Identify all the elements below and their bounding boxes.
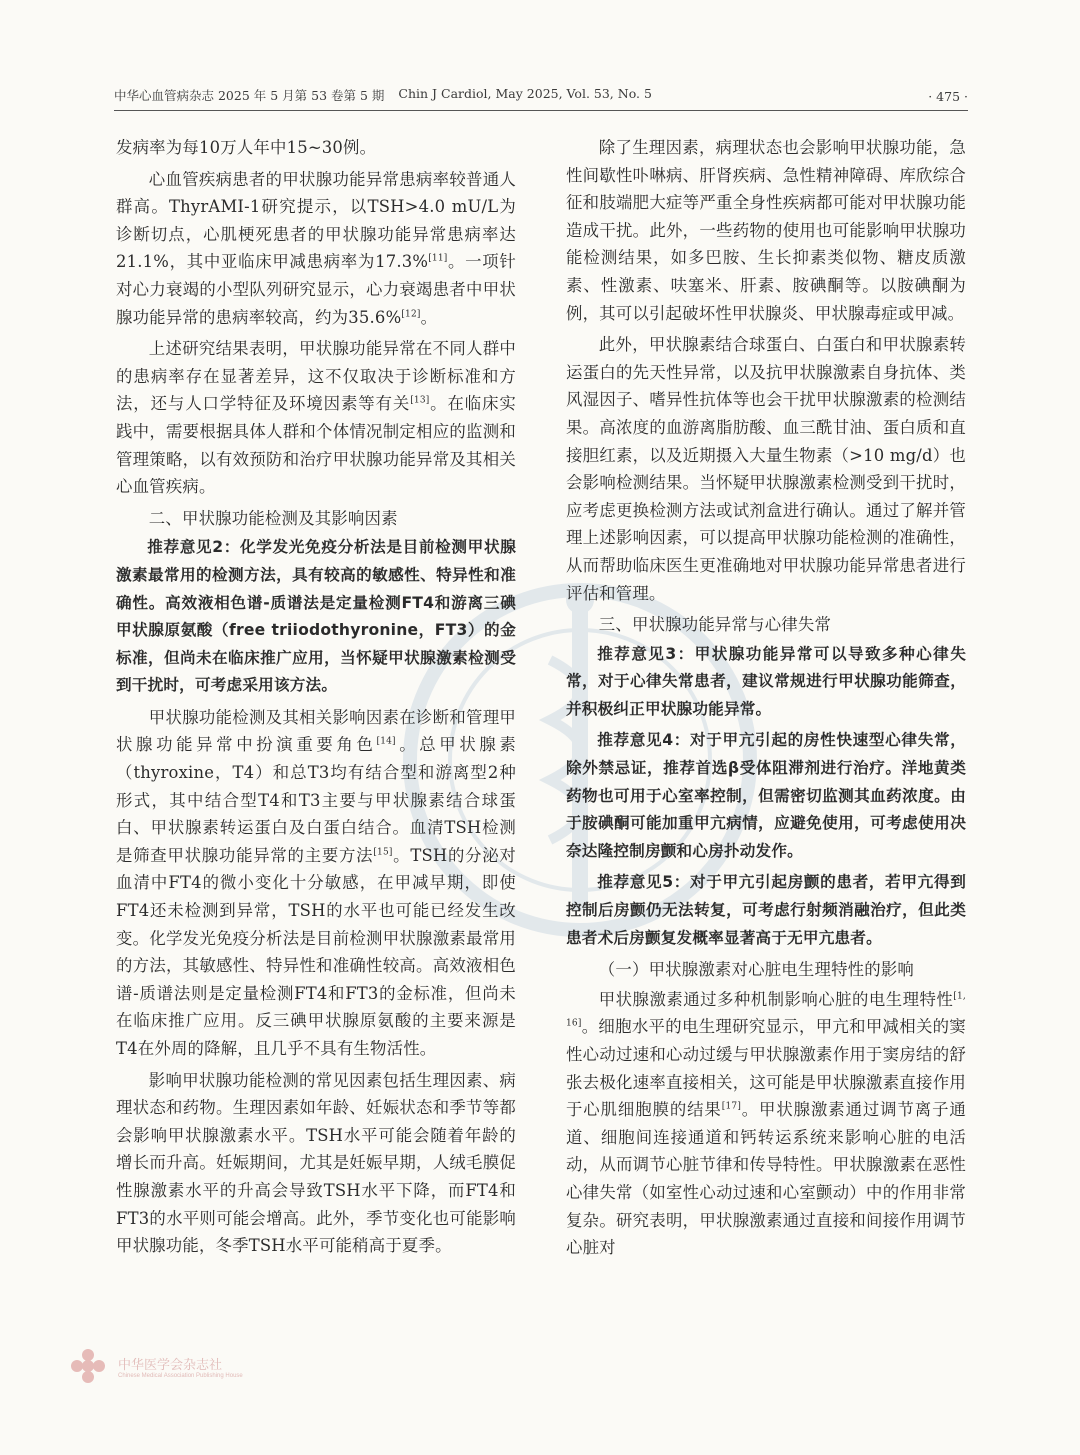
paragraph: 甲状腺激素通过多种机制影响心脏的电生理特性[1, 16]。细胞水平的电生理研究显示，甲亢和甲减相关的窦性心动过速和心动过缓与甲状腺激素作用于窦房结的舒张去极化速率直接相关，这可能是甲状腺激素直接作用于心肌细胞膜的结果[17]。甲状腺激素通过调节离子通道、细胞间连接通道和钙转运系统来影响心脏的电活动，从而调节心脏节律和传导特性。甲状腺激素在恶性心律失常（如室性心动过速和心室颤动）中的作用非常复杂。研究表明，甲状腺激素通过直接和间接作用调节心脏对: [566, 989, 966, 1258]
recommendation-2: 推荐意见2：化学发光免疫分析法是目前检测甲状腺激素最常用的检测方法，具有较高的敏感性、特异性和准确性。高效液相色谱-质谱法是定量检测FT4和游离三碘甲状腺原氨酸（free triiodothyronine，FT3）的金标准，但尚未在临床推广应用，当怀疑甲状腺激素检测受到干扰时，可考虑采用该方法。: [116, 538, 516, 695]
section-heading: 三、甲状腺功能异常与心律失常: [598, 615, 832, 635]
paragraph: 心血管疾病患者的甲状腺功能异常患病率较普通人群高。ThyrAMI-1研究提示，以TSH>4.0 mU/L为诊断切点，心肌梗死患者的甲状腺功能异常患病率达21.1%，其中亚临床甲减患病率为17.3%[11]。一项针对心力衰竭的小型队列研究显示，心力衰竭患者中甲状腺功能异常的患病率较高，约为35.6%[12]。: [116, 169, 516, 327]
paragraph: 甲状腺功能检测及其相关影响因素在诊断和管理甲状腺功能异常中扮演重要角色[14]。总甲状腺素（thyroxine，T4）和总T3均有结合型和游离型2种形式，其中结合型T4和T3主要与甲状腺素结合球蛋白、甲状腺素转运蛋白及白蛋白结合。血清TSH检测是筛查甲状腺功能异常的主要方法[15]。TSH的分泌对血清中FT4的微小变化十分敏感，在甲减早期，即使FT4还未检测到异常，TSH的水平也可能已经发生改变。化学发光免疫分析法是目前检测甲状腺激素最常用的方法，其敏感性、特异性和准确性较高。高效液相色谱-质谱法则是定量检测FT4和FT3的金标准，但尚未在临床推广应用。反三碘甲状腺原氨酸的主要来源是T4在外周的降解，且几乎不具有生物活性。: [116, 707, 517, 1058]
flower-logo-icon: [70, 1348, 106, 1384]
recommendation-3: 推荐意见3：甲状腺功能异常可以导致多种心律失常，对于心律失常患者，建议常规进行甲状腺功能筛查，并积极纠正甲状腺功能异常。: [566, 644, 966, 718]
publisher-name-en: Chinese Medical Association Publishing House: [118, 1372, 243, 1379]
citation: [14]: [376, 737, 396, 747]
journal-title-en: Chin J Cardiol, May 2025, Vol. 53, No. 5: [398, 86, 652, 101]
recommendation-5: 推荐意见5：对于甲亢引起房颤的患者，若甲亢得到控制后房颤仍无法转复，可考虑行射频消融治疗，但此类患者术后房颤复发概率显著高于无甲亢患者。: [566, 873, 966, 947]
recommendation-4: 推荐意见4：对于甲亢引起的房性快速型心律失常，除外禁忌证，推荐首选β受体阻滞剂进行治疗。洋地黄类药物也可用于心室率控制，但需密切监测其血药浓度。由于胺碘酮可能加重甲亢病情，应避免使用，可考虑使用决奈达隆控制房颤和心房扑动发作。: [566, 731, 966, 860]
journal-title-cn: 中华心血管病杂志 2025 年 5 月第 53 卷第 5 期: [114, 88, 385, 103]
paragraph: 除了生理因素，病理状态也会影响甲状腺功能，急性间歇性卟啉病、肝肾疾病、急性精神障碍、库欣综合征和肢端肥大症等严重全身性疾病都可能对甲状腺功能造成干扰。此外，一些药物的使用也可能影响甲状腺功能检测结果，如多巴胺、生长抑素类似物、糖皮质激素、性激素、呋塞米、肝素、胺碘酮等。以胺碘酮为例，其可以引起破坏性甲状腺炎、甲状腺毒症或甲减。: [566, 138, 966, 323]
citation: [11]: [428, 253, 448, 264]
paragraph: 上述研究结果表明，甲状腺功能异常在不同人群中的患病率存在显著差异，这不仅取决于诊断标准和方法，还与人口学特征及环境因素等有关[13]。在临床实践中，需要根据具体人群和个体情况制定相应的监测和管理策略，以有效预防和治疗甲状腺功能异常及其相关心血管疾病。: [116, 339, 516, 497]
section-heading: 二、甲状腺功能检测及其影响因素: [148, 508, 398, 528]
paragraph: 发病率为每10万人年中15~30例。: [116, 138, 377, 157]
right-column: [566, 134, 966, 1266]
citation: [1, 16]: [566, 991, 966, 1029]
citation: [13]: [410, 395, 430, 406]
page-number: · 475 ·: [928, 89, 968, 104]
running-header: [114, 86, 968, 111]
left-column: [116, 134, 516, 1264]
publisher-name-cn: 中华医学会杂志社: [118, 1357, 223, 1373]
citation: [12]: [401, 309, 421, 320]
publisher-watermark: [70, 1348, 243, 1384]
paragraph: 影响甲状腺功能检测的常见因素包括生理因素、病理状态和药物。生理因素如年龄、妊娠状态和季节等都会影响甲状腺激素水平。TSH水平可能会随着年龄的增长而升高。妊娠期间，尤其是妊娠早期，人绒毛膜促性腺激素水平的升高会导致TSH水平下降，而FT4和FT3的水平则可能会增高。此外，季节变化也可能影响甲状腺功能，冬季TSH水平可能稍高于夏季。: [116, 1070, 516, 1256]
subsection-heading: （一）甲状腺激素对心脏电生理特性的影响: [598, 960, 915, 980]
citation: [17]: [721, 1101, 742, 1112]
paragraph: 此外，甲状腺素结合球蛋白、白蛋白和甲状腺素转运蛋白的先天性异常，以及抗甲状腺激素自身抗体、类风湿因子、嗜异性抗体等也会干扰甲状腺激素的检测结果。高浓度的血游离脂肪酸、血三酰甘油、蛋白质和直接胆红素，以及近期摄入大量生物素（>10 mg/d）也会影响检测结果。当怀疑甲状腺激素检测受到干扰时，应考虑更换检测方法或试剂盒进行确认。通过了解并管理上述影响因素，可以提高甲状腺功能检测的准确性，从而帮助临床医生更准确地对甲状腺功能异常患者进行评估和管理。: [566, 335, 966, 603]
citation: [15]: [373, 847, 393, 858]
